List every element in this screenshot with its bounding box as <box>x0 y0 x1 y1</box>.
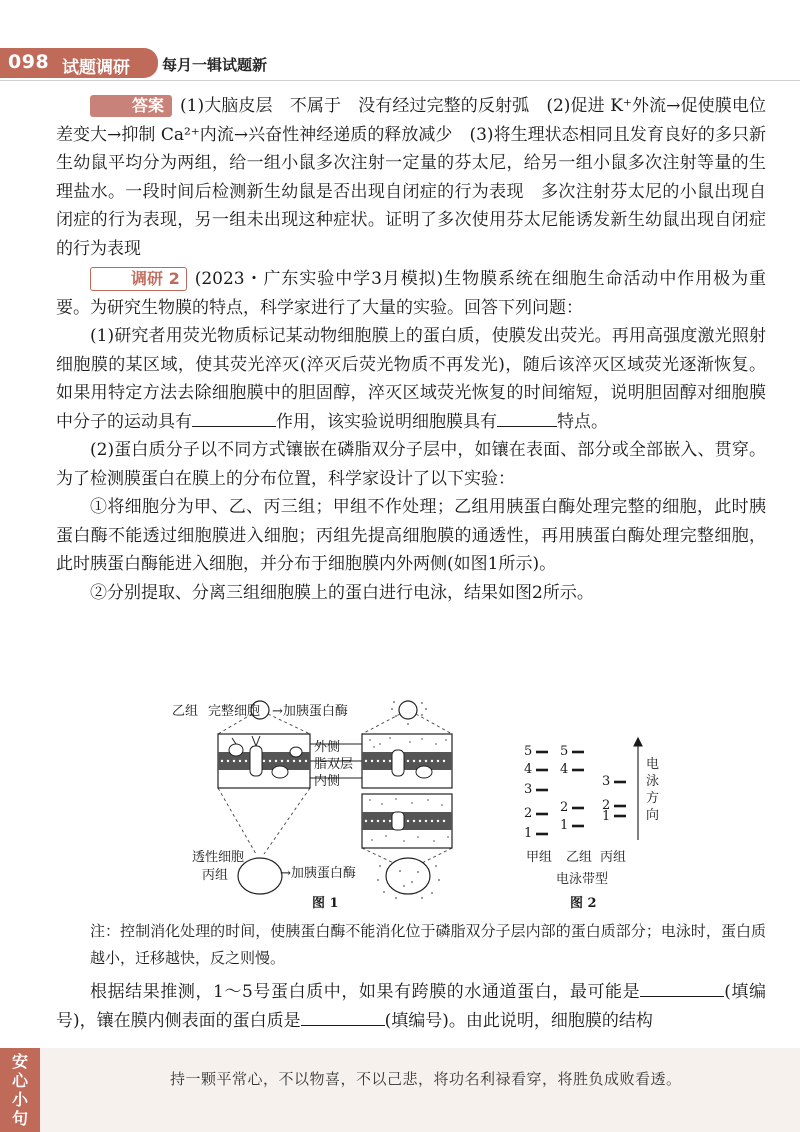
figure2-caption: 图 2 <box>570 896 597 911</box>
question-intro <box>56 265 766 322</box>
band-label-b-2: 2 <box>560 800 569 815</box>
band-label-b-5: 5 <box>560 744 569 759</box>
step-1: ①将细胞分为甲、乙、丙三组；甲组不作处理；乙组用胰蛋白酶处理完整的细胞，此时胰蛋白酶不能透过细胞膜进入细胞；丙组先提高细胞膜的通透性，再用胰蛋白酶处理完整细胞，此时胰蛋白酶能进入细胞，并分布于细胞膜内外两侧(如图1所示)。 <box>56 497 766 574</box>
figure-note: 注：控制消化处理的时间，使胰蛋白酶不能消化位于磷脂双分子层内部的蛋白质部分；电泳时，蛋白质越小，迁移越快，反之则慢。 <box>90 922 766 967</box>
figure2-xlabel: 电泳带型 <box>556 872 609 887</box>
label-bilayer: 脂双层 <box>314 757 354 772</box>
label-inner: 内侧 <box>314 774 341 789</box>
label-add-trypsin-bottom: →加胰蛋白酶 <box>280 866 356 881</box>
research-tag: 调研 2 <box>90 267 187 291</box>
answer-paragraph <box>56 92 766 263</box>
header-divider <box>0 80 800 81</box>
question-part-2: (2)蛋白质分子以不同方式镶嵌在磷脂双分子层中，如镶在表面、部分或全部嵌入、贯穿。为了检测膜蛋白在膜上的分布位置，科学家设计了以下实验： <box>56 440 766 489</box>
direction-arrow <box>634 738 642 840</box>
part1-text-b: 作用，该实验说明细胞膜具有 <box>276 411 497 432</box>
lane-a-name: 甲组 <box>526 850 553 865</box>
header-subtitle: 每月一辑试题新 <box>162 56 268 74</box>
lane-c-name: 丙组 <box>600 850 627 865</box>
gel-bands <box>536 752 626 834</box>
header-tab <box>0 48 158 78</box>
band-label-b-1: 1 <box>560 818 569 833</box>
question-intro-text: (2023・广东实验中学3月模拟)生物膜系统在细胞生命活动中作用极为重要。为研究生物膜的特点，科学家进行了大量的实验。回答下列问题： <box>56 269 766 318</box>
band-label-a-3: 3 <box>524 782 533 797</box>
followup-text-c: (填编号)。由此说明，细胞膜的结构 <box>384 1011 653 1031</box>
label-add-trypsin-top: →加胰蛋白酶 <box>272 704 348 719</box>
page-header <box>0 48 800 78</box>
figure1-caption: 图 1 <box>312 896 339 911</box>
lane-b-name: 乙组 <box>566 850 593 865</box>
part1-text-a: (1)研究者用荧光物质标记某动物细胞膜上的蛋白质，使膜发出荧光。再用高强度激光照射细胞膜的某区域，使其荧光淬灭(淬灭后荧光物质不再发光)，随后该淬灭区域荧光逐渐恢复。如果用特定方法去除细胞膜中的胆固醇，淬灭区域荧光恢复的时间缩短，说明胆固醇对细胞膜中分子的运动具有 <box>56 326 766 432</box>
band-label-a-5: 5 <box>524 744 533 759</box>
band-label-c-2: 2 <box>602 798 611 813</box>
footer-quote: 持一颗平常心，不以物喜，不以己悲，将功名利禄看穿，将胜负成败看透。 <box>170 1070 682 1088</box>
label-group-c: 丙组 <box>202 868 229 883</box>
band-label-a-2: 2 <box>524 806 533 821</box>
figure-area <box>160 700 680 910</box>
band-label-b-4: 4 <box>560 762 569 777</box>
followup-text-a: 根据结果推测，1～5号蛋白质中，如果有跨膜的水通道蛋白，最可能是 <box>90 982 641 1002</box>
band-label-c-1: 1 <box>602 809 611 824</box>
answer-blank-1[interactable] <box>192 409 276 427</box>
answer-blank-4[interactable] <box>301 1008 385 1026</box>
part1-text-c: 特点。 <box>557 411 608 432</box>
answer-text: (1)大脑皮层 不属于 没有经过完整的反射弧 (2)促进 K⁺外流→促使膜电位差变大→抑制 Ca²⁺内流→兴奋性神经递质的释放减少 (3)将生理状态相同且发育良好的多只新生幼鼠平均分为两组，给一组小鼠多次注射一定量的芬太尼，给另一组小鼠多次注射等量的生理盐水。一段时间后检测新生幼鼠是否出现自闭症的行为表现 多次注射芬太尼的小鼠出现自闭症的行为表现，另一组未出现这种症状。证明了多次使用芬太尼能诱发新生幼鼠出现自闭症的行为表现 <box>56 96 766 259</box>
direction-label: 电泳方向 <box>646 757 660 823</box>
digested-cell-c <box>386 858 430 894</box>
answer-blank-3[interactable] <box>640 979 724 997</box>
step-2: ②分别提取、分离三组细胞膜上的蛋白进行电泳，结果如图2所示。 <box>90 582 594 603</box>
answer-blank-2[interactable] <box>497 409 557 427</box>
question-part-1 <box>56 322 766 436</box>
label-permeable-cell: 透性细胞 <box>192 850 245 865</box>
main-text <box>56 92 766 607</box>
permeable-cell-c <box>238 858 282 894</box>
footer-tab-label: 安心小句 <box>11 1052 28 1128</box>
section-title: 试题调研 <box>62 58 130 78</box>
page-number: 098 <box>8 51 50 73</box>
footer-band <box>0 1048 800 1132</box>
band-label-c-3: 3 <box>602 774 611 789</box>
followup-text-b: (填编号)，镶在膜内侧表面的蛋白质是 <box>56 982 766 1031</box>
label-outer: 外侧 <box>314 740 341 755</box>
label-intact-cell: 完整细胞 <box>208 704 261 719</box>
label-group-b: 乙组 <box>172 704 199 719</box>
band-label-a-1: 1 <box>524 826 533 841</box>
band-label-a-4: 4 <box>524 762 533 777</box>
followup-question <box>56 978 766 1036</box>
answer-tag: 答案 <box>90 95 172 117</box>
intact-cell-top-right <box>399 701 417 719</box>
